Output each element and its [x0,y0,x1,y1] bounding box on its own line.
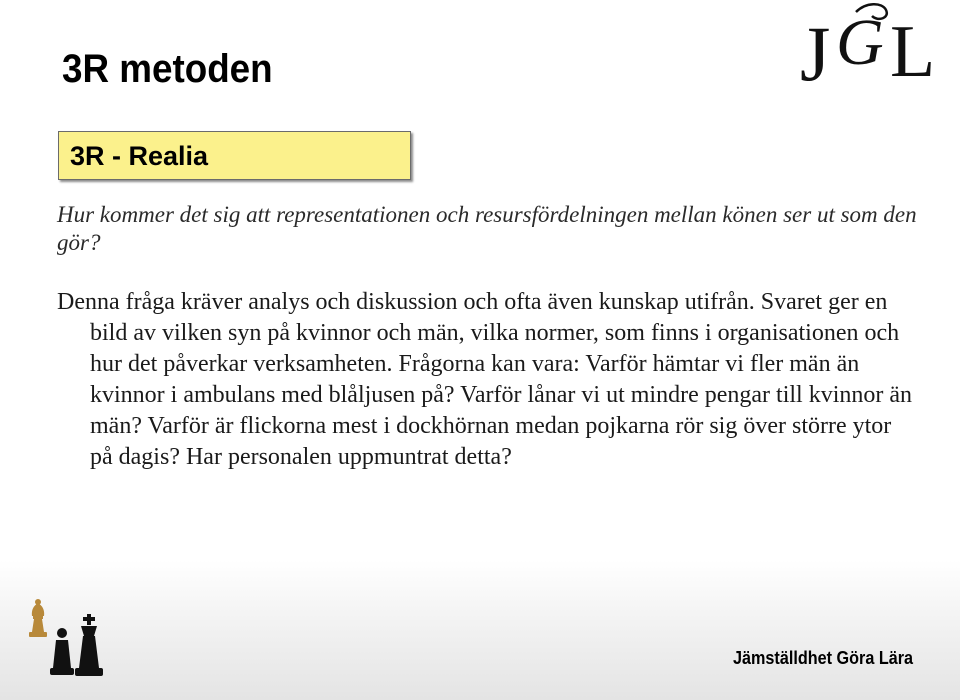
question-text: Hur kommer det sig att representationen och resursfördelningen mellan könen ser ut som den gör? [57,202,917,255]
section-label: 3R - Realia [70,141,209,171]
svg-text:G: G [836,6,884,79]
slide-title: 3R metoden [62,47,273,91]
chess-pieces-icon [18,596,114,682]
body-text: Denna fråga kräver analys och diskussion och ofta även kunskap utifrån. Svaret ger en bild av vilken syn på kvinnor och män, vilka normer, som finns i organisationen och hur det påverkar verksamheten. Frågorna kan vara: Varför hämtar vi fler män än kvinnor i ambulans med blåljusen på? Varför lånar vi ut mindre pengar till kvinnor än män? Varför är flickorna mest i dockhörnan medan pojkarna rör sig över större ytor på dagis? Har personalen uppmuntrat detta? [57,289,913,470]
footer-tagline: Jämställdhet Göra Lära [733,648,914,668]
footer-band [0,560,960,700]
svg-text:L: L [890,11,936,93]
svg-text:J: J [800,10,831,96]
section-header-box [58,131,411,180]
jgl-logo-icon [796,0,946,96]
